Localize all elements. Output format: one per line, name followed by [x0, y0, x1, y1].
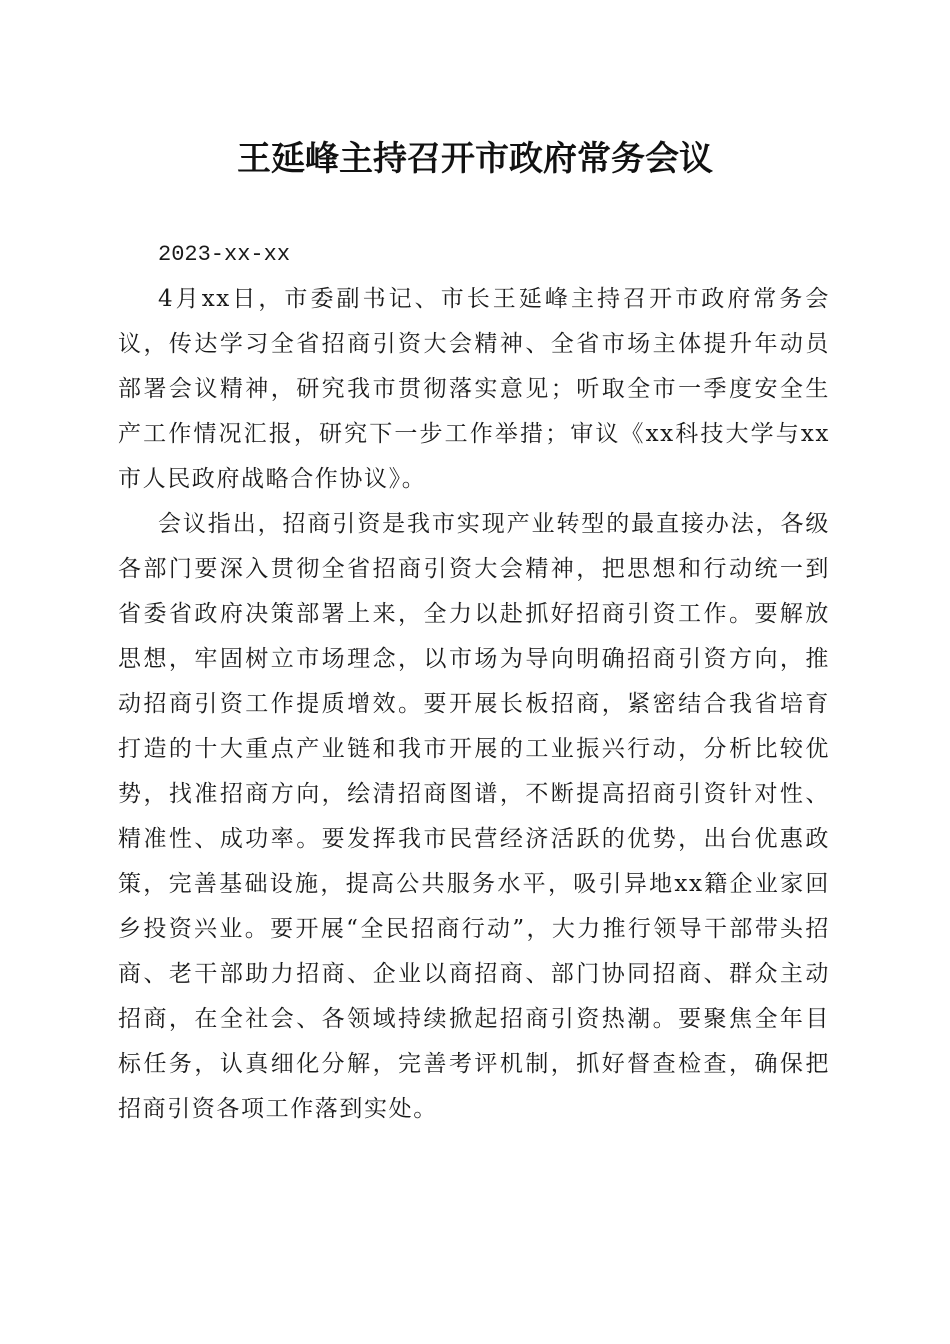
document-date: 2023-xx-xx	[158, 242, 291, 267]
document-body	[118, 232, 830, 1132]
paragraph-2: 会议指出，招商引资是我市实现产业转型的最直接办法，各级各部门要深入贯彻全省招商引资大会精神，把思想和行动统一到省委省政府决策部署上来，全力以赴抓好招商引资工作。要解放思想，牢固树立市场理念，以市场为导向明确招商引资方向，推动招商引资工作提质增效。要开展长板招商，紧密结合我省培育打造的十大重点产业链和我市开展的工业振兴行动，分析比较优势，找准招商方向，绘清招商图谱，不断提高招商引资针对性、精准性、成功率。要发挥我市民营经济活跃的优势，出台优惠政策，完善基础设施，提高公共服务水平，吸引异地xx籍企业家回乡投资兴业。要开展“全民招商行动”，大力推行领导干部带头招商、老干部助力招商、企业以商招商、部门协同招商、群众主动招商，在全社会、各领域持续掀起招商引资热潮。要聚焦全年目标任务，认真细化分解，完善考评机制，抓好督查检查，确保把招商引资各项工作落到实处。	[118, 511, 830, 1122]
paragraph-1: 4月xx日，市委副书记、市长王延峰主持召开市政府常务会议，传达学习全省招商引资大会精神、全省市场主体提升年动员部署会议精神，研究我市贯彻落实意见；听取全市一季度安全生产工作情况汇报，研究下一步工作举措；审议《xx科技大学与xx市人民政府战略合作协议》。	[118, 286, 830, 492]
document-title: 王延峰主持召开市政府常务会议	[237, 139, 713, 179]
